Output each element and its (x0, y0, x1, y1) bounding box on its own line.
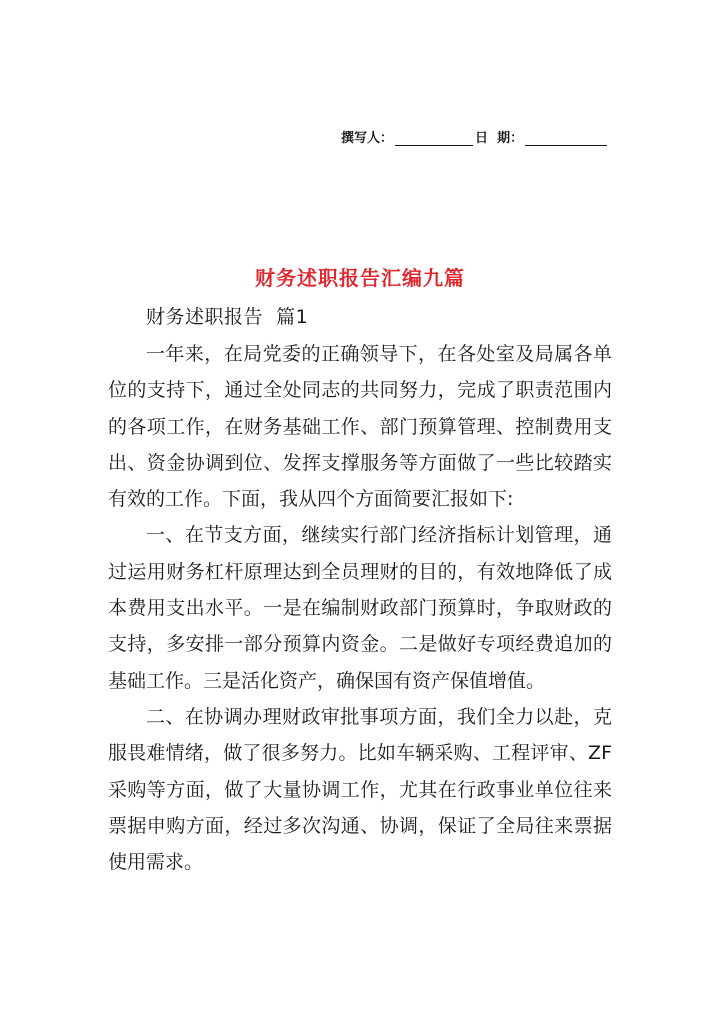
author-blank (395, 131, 473, 146)
document-body (108, 336, 612, 880)
date-blank (525, 131, 607, 146)
section-subtitle: 财务述职报告 篇1 (146, 306, 309, 328)
paragraph: 一年来，在局党委的正确领导下，在各处室及局属各单位的支持下，通过全处同志的共同努力，完成了职责范围内的各项工作，在财务基础工作、部门预算管理、控制费用支出、资金协调到位、发挥支撑服务等方面做了一些比较踏实有效的工作。下面，我从四个方面简要汇报如下: (108, 343, 612, 511)
author-date-line (341, 124, 613, 146)
document-title: 财务述职报告汇编九篇 (255, 266, 465, 290)
paragraph: 二、在协调办理财政审批事项方面，我们全力以赴，克服畏难情绪，做了很多努力。比如车辆采购、工程评审、ZF采购等方面，做了大量协调工作，尤其在行政事业单位往来票据申购方面，经过多次沟通、协调，保证了全局往来票据使用需求。 (108, 705, 612, 874)
author-label: 撰写人： (341, 131, 394, 146)
date-label: 日 期： (475, 131, 524, 146)
paragraph: 一、在节支方面，继续实行部门经济指标计划管理，通过运用财务杠杆原理达到全员理财的目的，有效地降低了成本费用支出水平。一是在编制财政部门预算时，争取财政的支持，多安排一部分预算内资金。二是做好专项经费追加的基础工作。三是活化资产，确保国有资产保值增值。 (108, 524, 612, 692)
